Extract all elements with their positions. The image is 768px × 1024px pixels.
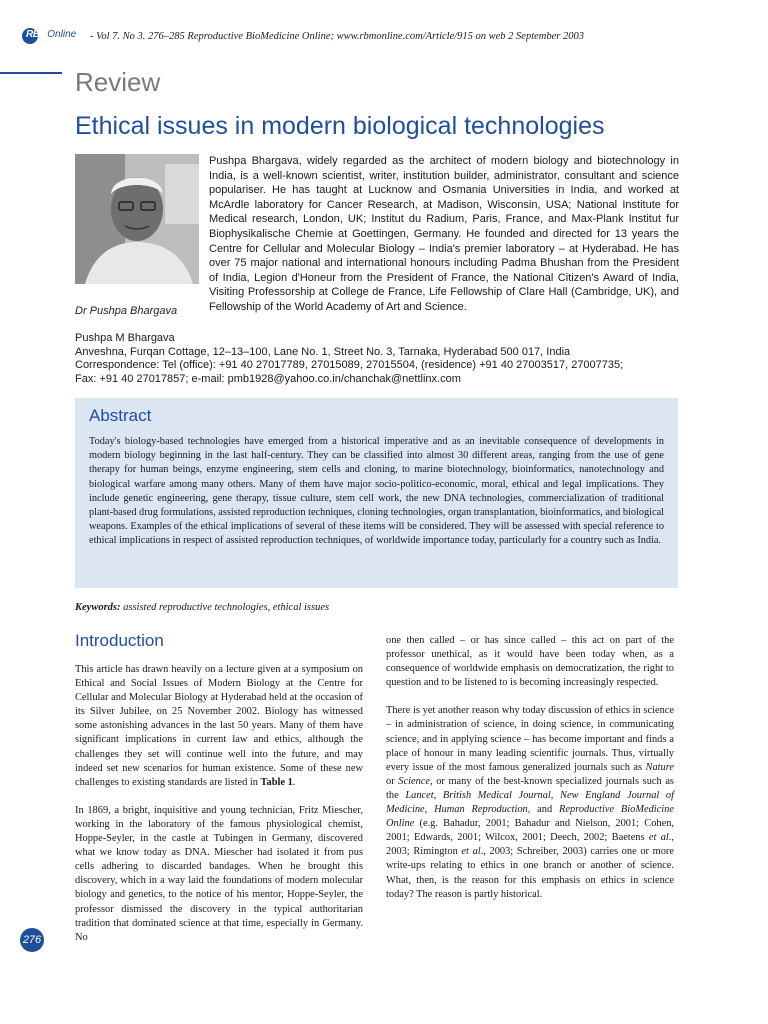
paragraph xyxy=(75,663,363,790)
journal-logo xyxy=(26,29,76,40)
et-al: et al xyxy=(648,832,669,844)
author-name: Pushpa M Bhargava xyxy=(75,332,175,344)
journal-name: Nature xyxy=(645,761,674,773)
author-bio: Pushpa Bhargava, widely regarded as the architect of modern biology and biotechnology in India, is a well-known scientist, writer, institution builder, administrator, consultant and science populariser. He has taught at Lucknow and Osmania Universities in India, and worked at McArdle laboratory for Cancer Research, at Madison, Wisconsin, USA; National Institute for Medical research, London, UK; Institut du Radium, Paris, France, and Max-Plank Institut fur Biophysikalische Chemie at Goettingen, Germany. He founded and directed for 13 years the Centre for Cellular and Molecular Biology – India's premier laboratory – at Hyderabad. He has over 75 major national and international honours including Padma Bhushan from the President of India, Legion d'Honeur from the President of France, the National Citizen's Award of India, Visiting Professorship at College de France, Life Fellowship of Clare Hall (Cambridge, UK), and Fellowship of the World Academy of Art and Science. xyxy=(209,155,679,313)
paragraph-text: (e.g. Bahadur, 2001; Bahadur and Nielson, 2001; Cohen, 2001; Edwards, 2001; Wilcox, 2001; Deech, 2002; Baetens xyxy=(386,818,674,844)
abstract-text: Today's biology-based technologies have emerged from a historical imperative and as an inevitable consequence of developments in modern biology beginning in the last half-century. They can be classified into almost 30 different areas, ranging from the use of gene therapy for human beings, enzyme engineering, stem cells and cloning, to marine biotechnology, bioinformatics, nanotechnology and biological warfare among many others. Many of them have major socio-politico-economic, moral, ethical and legal implications. They include genetic engineering, gene therapy, tissue culture, stem cell work, the new DNA technologies, commercialization of traditional plant-based drug formulations, assisted reproduction techniques, cloning technologies, organ transplantation, bioinformatics, and biological weapons. Examples of the ethical implications of several of these items will be considered. They will be assessed with special reference to ethical implications in respect of assisted reproduction techniques, of worldwide importance today, particularly for a country such as India. xyxy=(89,436,664,547)
journal-name: Science xyxy=(398,775,430,787)
photo-caption: Dr Pushpa Bhargava xyxy=(75,305,178,317)
citation-header: - Vol 7. No 3. 276–285 Reproductive BioMedicine Online; www.rbmonline.com/Article/915 on web 2 September 2003 xyxy=(90,31,584,42)
article-title: Ethical issues in modern biological technologies xyxy=(75,112,605,140)
address-line: Anveshna, Furqan Cottage, 12–13–100, Lane No. 1, Street No. 3, Tarnaka, Hyderabad 500 017, India xyxy=(75,345,571,358)
author-address xyxy=(75,332,685,386)
section-rule xyxy=(0,72,62,74)
keywords-text: assisted reproductive technologies, ethical issues xyxy=(120,602,330,613)
paragraph-text: , or many of the best-known specialized journals such as the xyxy=(386,775,674,801)
keywords-label: Keywords: xyxy=(75,602,121,613)
journal-name: Reproductive BioMedicine Online xyxy=(386,804,674,830)
body-column-left xyxy=(75,631,363,959)
body-column-right xyxy=(386,634,674,916)
paragraph: one then called – or has since called – this act on part of the professor unethical, as it would have been today when, as a consequence of worldwide emphasis on democratization, the right to question and to be listened to is becoming increasingly respected. xyxy=(386,635,674,689)
abstract-box xyxy=(75,398,678,588)
journal-names: Lancet, British Medical Journal, New England Journal of Medicine, Human Reproduction, xyxy=(386,789,675,816)
portrait-image xyxy=(75,154,199,284)
abstract-heading: Abstract xyxy=(89,406,152,425)
paragraph-text: ., 2003; Rimington xyxy=(386,832,674,858)
paragraph-text: . xyxy=(292,776,296,788)
paragraph xyxy=(386,704,674,901)
paragraph-text: ., 2003; Schreiber, 2003) carries one or more write-ups relating to ethics in one branch or another of science. What, then, is the reason for this emphasis on ethics in science today? The reason is partly historical. xyxy=(386,846,674,900)
paragraph: In 1869, a bright, inquisitive and young technician, Fritz Miescher, working in the laboratory of the famous physiological chemist, Hoppe-Seyler, in the castle at Tubingen in Germany, discovered what we know today as DNA. Miescher had isolated it from pus cells adhering to discarded bandages. When he brought this discovery, which in a way laid the foundations of modern molecular biology and genetics, to the notice of his mentor, Hoppe-Seyler, the professor dismissed the discovery in the typical authoritarian tradition that dominated science at that time, especially in Germany. No xyxy=(75,804,363,943)
paragraph-text: and xyxy=(530,804,560,816)
introduction-heading: Introduction xyxy=(75,631,164,650)
paragraph-text: There is yet another reason why today discussion of ethics in science – in administration of science, in doing science, in communicating science, and in applying science – has become important and finds a place of honour in many leading scientific journals. Thus, virtually every issue of the most famous generalized journals such as xyxy=(386,705,674,773)
page-number: 276 xyxy=(20,928,44,952)
logo-rbm: RBM xyxy=(26,29,48,40)
section-label: Review xyxy=(75,67,161,97)
fax-email-line: Fax: +91 40 27017857; e-mail: pmb1928@yahoo.co.in/chanchak@nettlinx.com xyxy=(75,372,461,385)
table-reference[interactable]: Table 1 xyxy=(260,776,293,788)
logo-online: Online xyxy=(47,29,77,40)
keywords xyxy=(75,602,329,613)
correspondence-line: Correspondence: Tel (office): +91 40 27017789, 27015089, 27015504, (residence) +91 40 27003517, 27007735; xyxy=(75,359,624,371)
paragraph-text: or xyxy=(386,775,399,787)
paragraph-text: This article has drawn heavily on a lecture given at a symposium on Ethical and Social Issues of Modern Biology at the Centre for Cellular and Molecular Biology at Hyderabad held at the occasion of its Silver Jubilee, on 25 November 2002. Biology has witnessed some astonishing advances in the last 50 years. Many of them have significant implications in current law and ethics, although the challenges they set will continue well into the future, and may indeed set new scenarios for human existence. Some of these new challenges to existing standards are listed in xyxy=(75,664,363,788)
et-al: et al xyxy=(461,846,481,858)
author-photo xyxy=(75,154,199,284)
